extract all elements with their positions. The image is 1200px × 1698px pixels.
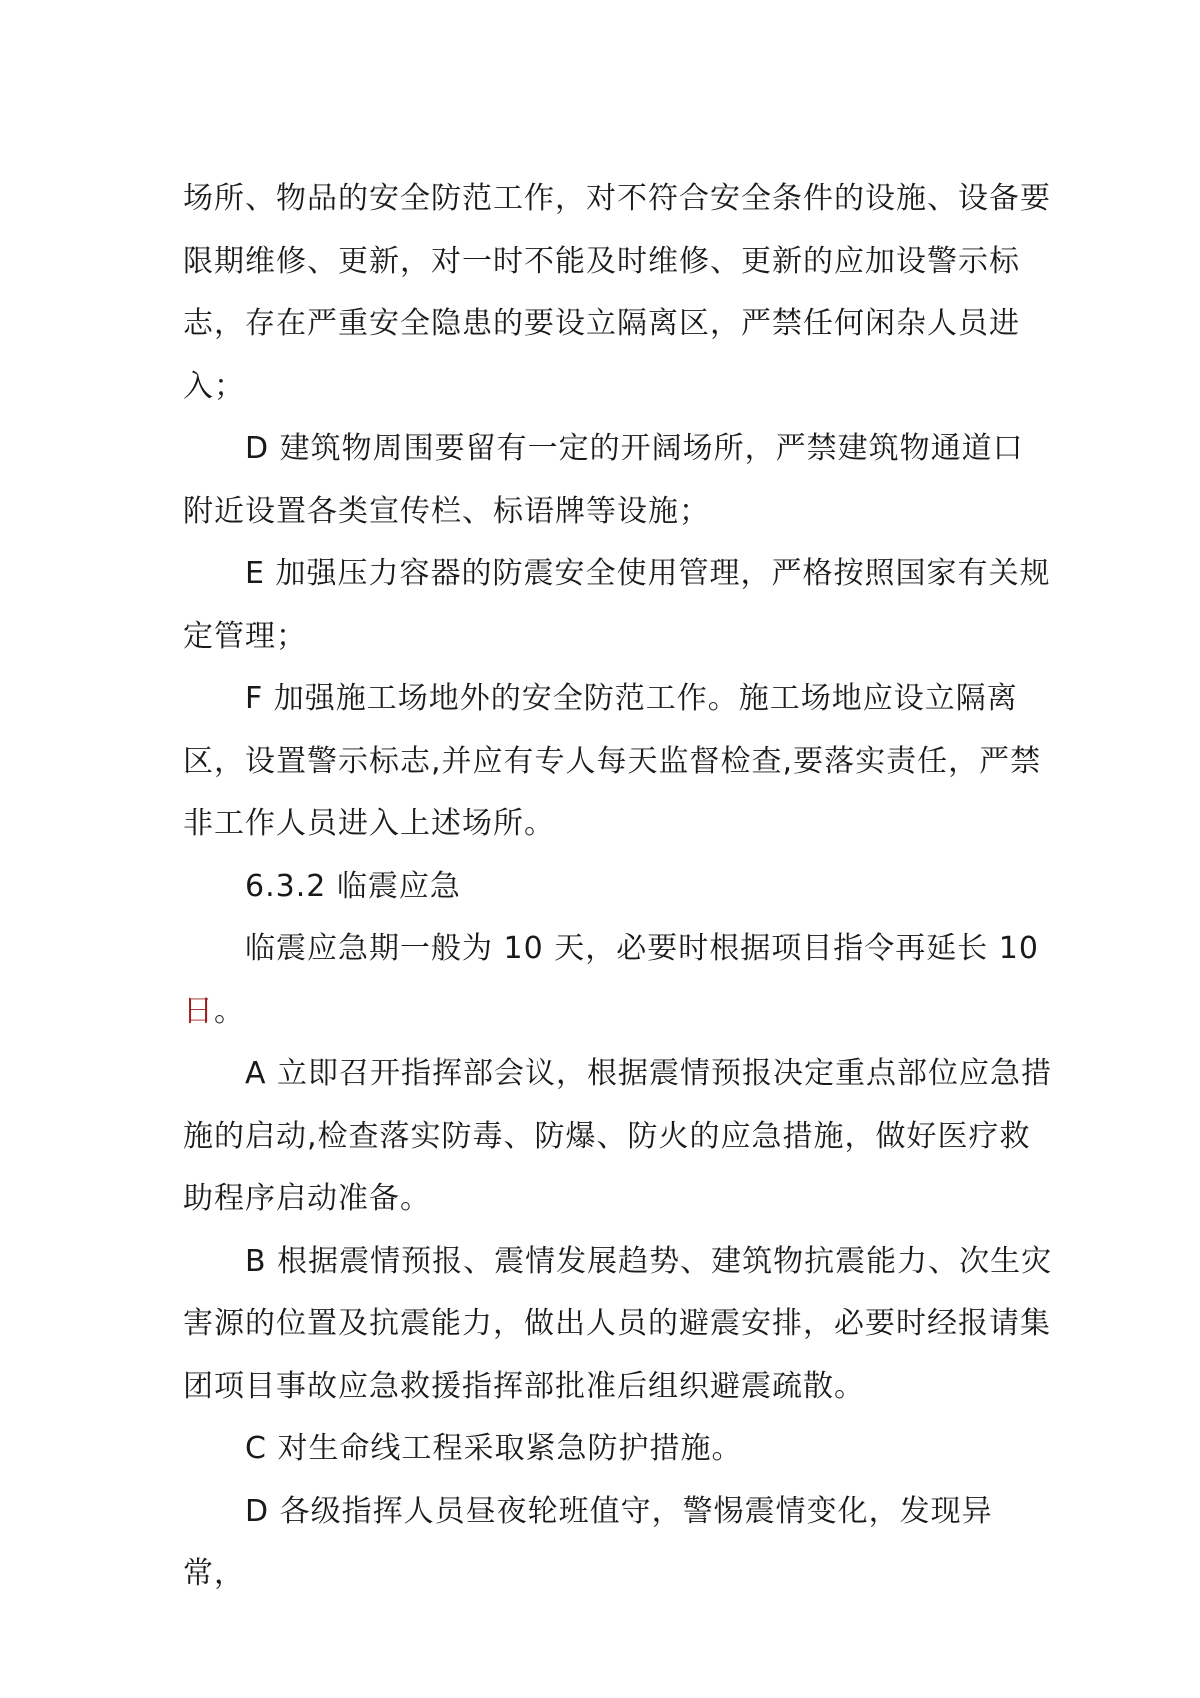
paragraph-item-b-evacuation: B 根据震情预报、震情发展趋势、建筑物抗震能力、次生灾害源的位置及抗震能力，做出人员的避震安排，必要时经报请集团项目事故应急救援指挥部批准后组织避震疏散。: [183, 1243, 1053, 1404]
highlighted-char: 日: [183, 993, 214, 1029]
paragraph-item-e-pressure-vessels: E 加强压力容器的防震安全使用管理，严格按照国家有关规定管理；: [183, 556, 1051, 654]
paragraph-item-d-open-space: D 建筑物周围要留有一定的开阔场所，严禁建筑物通道口附近设置各类宣传栏、标语牌等设施；: [183, 431, 1024, 529]
document-body: [183, 168, 1053, 1606]
paragraph-continuation: 场所、物品的安全防范工作，对不符合安全条件的设施、设备要限期维修、更新，对一时不能及时维修、更新的应加设警示标志，存在严重安全隐患的要设立隔离区，严禁任何闲杂人员进入；: [183, 181, 1051, 404]
paragraph-item-a-meeting: A 立即召开指挥部会议，根据震情预报决定重点部位应急措施的启动,检查落实防毒、防爆、防火的应急措施，做好医疗救助程序启动准备。: [183, 1056, 1053, 1216]
paragraph-item-d-duty: D 各级指挥人员昼夜轮班值守，警惕震情变化，发现异常，: [183, 1493, 993, 1591]
paragraph-emergency-period: [183, 918, 1053, 1043]
paragraph-item-c-lifeline: C 对生命线工程采取紧急防护措施。: [245, 1431, 743, 1466]
emergency-period-tail: 。: [214, 993, 245, 1029]
section-heading-6-3-2: 6.3.2 临震应急: [245, 868, 461, 904]
emergency-period-text: 临震应急期一般为 10 天，必要时根据项目指令再延长 10: [245, 931, 1039, 966]
paragraph-item-f-site-safety: F 加强施工场地外的安全防范工作。施工场地应设立隔离区，设置警示标志,并应有专人每天监督检查,要落实责任，严禁非工作人员进入上述场所。: [183, 681, 1042, 841]
